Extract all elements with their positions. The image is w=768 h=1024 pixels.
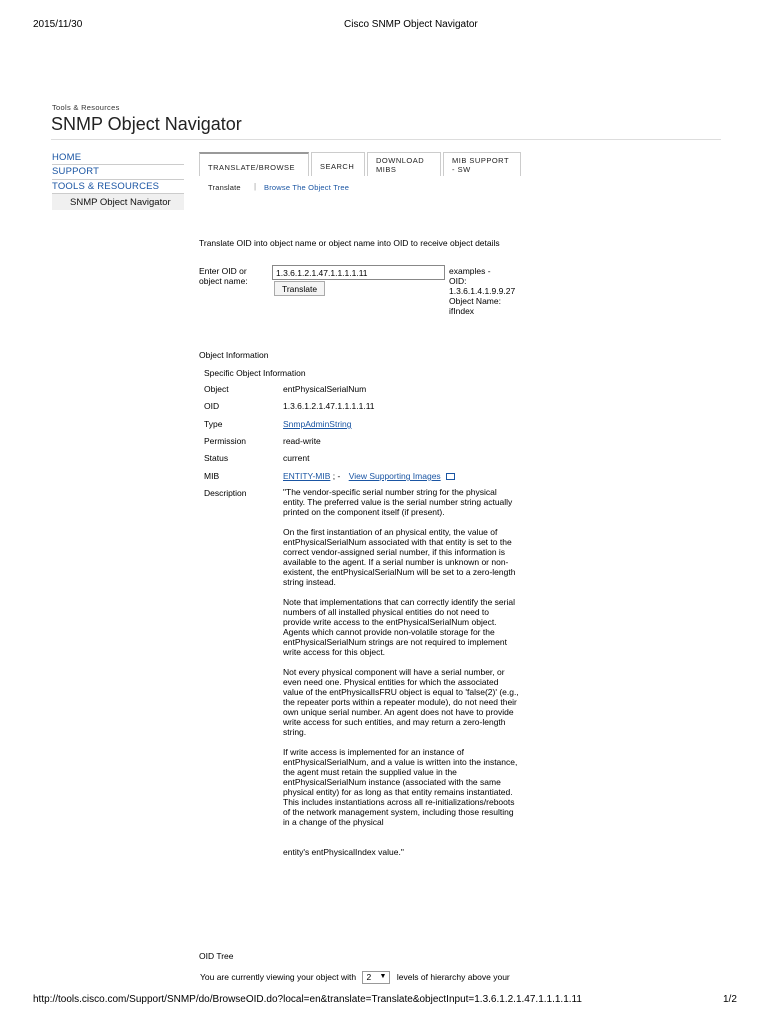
mib-value <box>283 471 455 481</box>
tab-label: - SW <box>452 165 471 174</box>
specific-object-heading: Specific Object Information <box>204 368 306 378</box>
status-label: Status <box>204 453 229 463</box>
description-paragraph: entity's entPhysicalIndex value." <box>283 847 404 857</box>
description-text <box>283 487 519 867</box>
print-page-number: 1/2 <box>723 994 737 1005</box>
tab-label: MIBS <box>376 165 397 174</box>
nav-tools-link[interactable]: TOOLS & RESOURCES <box>52 181 160 192</box>
status-value: current <box>283 453 310 463</box>
oid-label: OID <box>204 401 220 411</box>
oid-tree-text-before: You are currently viewing your object with <box>200 971 357 982</box>
subtab-separator: | <box>254 182 257 191</box>
examples-line: Object Name: <box>449 296 501 306</box>
description-paragraph: If write access is implemented for an instance of entPhysicalSerialNum, and a value is written into the instance, the agent must retain the supplied value in the entPhysicalSerialNum instance (associated with the same physical entity) for as long as that entity remains instantiated. This includes instantiations across all re-initializations/reboots of the network management system, including those resulting in a change of the physical <box>283 747 518 827</box>
levels-select[interactable] <box>362 971 390 984</box>
tab-label: TRANSLATE/BROWSE <box>208 163 296 172</box>
translate-intro: Translate OID into object name or object name into OID to receive object details <box>199 238 500 248</box>
print-date: 2015/11/30 <box>33 19 83 30</box>
nav-snmp-navigator-link[interactable]: SNMP Object Navigator <box>70 197 171 208</box>
object-value: entPhysicalSerialNum <box>283 384 367 394</box>
description-paragraph: "The vendor-specific serial number string for the physical entity. The preferred value is the serial number string actually printed on the component itself (if present). <box>283 487 513 517</box>
examples-line: 1.3.6.1.4.1.9.9.27 <box>449 286 516 296</box>
type-link[interactable]: SnmpAdminString <box>283 419 352 429</box>
description-paragraph: Note that implementations that can correctly identify the serial numbers of all installed physical entities do not need to provide write access to the entPhysicalSerialNum object. Agents which cannot provide non-volatile storage for the entPhysicalSerialNum strings are not required to implement write access for this object. <box>283 597 515 657</box>
tab-search[interactable] <box>311 152 365 176</box>
mib-label: MIB <box>204 471 220 481</box>
oid-input[interactable] <box>272 265 445 280</box>
oid-input-label: Enter OID or object name: <box>199 266 248 286</box>
oid-tree-heading: OID Tree <box>199 951 234 961</box>
description-paragraph: On the first instantiation of an physical entity, the value of entPhysicalSerialNum associated with that entity is set to the correct vendor-assigned serial number, if this information is available to the agent. If a serial number is unknown or non-existent, the entPhysicalSerialNum will be set to a zero-length string instead. <box>283 527 516 587</box>
examples-line: ifIndex <box>449 306 475 316</box>
mib-link[interactable]: ENTITY-MIB <box>283 471 331 481</box>
object-label: Object <box>204 384 229 394</box>
examples-block <box>449 266 529 316</box>
external-link-icon[interactable] <box>446 473 455 480</box>
print-url: http://tools.cisco.com/Support/SNMP/do/BrowseOID.do?local=en&translate=Translate&objectInput=1.3.6.1.2.1.47.1.1.1.1.11 <box>33 994 582 1005</box>
description-label: Description <box>204 488 247 498</box>
nav-divider <box>52 179 184 180</box>
nav-divider <box>52 164 184 165</box>
tab-mib-support[interactable] <box>443 152 521 176</box>
permission-value: read-write <box>283 436 321 446</box>
nav-home-link[interactable]: HOME <box>52 152 82 163</box>
examples-line: OID: <box>449 276 467 286</box>
tab-label: DOWNLOAD <box>376 156 425 165</box>
object-information-heading: Object Information <box>199 350 269 360</box>
levels-value: 2 <box>366 972 372 982</box>
breadcrumb[interactable]: Tools & Resources <box>52 103 120 112</box>
subtab-browse-tree[interactable]: Browse The Object Tree <box>264 183 350 192</box>
type-label: Type <box>204 419 223 429</box>
oid-tree-text-after: levels of hierarchy above your <box>396 971 510 982</box>
tab-label: MIB SUPPORT <box>452 156 510 165</box>
oid-value: 1.3.6.1.2.1.47.1.1.1.1.11 <box>283 401 375 411</box>
print-title: Cisco SNMP Object Navigator <box>344 19 478 30</box>
chevron-down-icon: ▼ <box>379 973 387 980</box>
oid-tree-text <box>200 971 510 984</box>
translate-button[interactable]: Translate <box>274 281 325 296</box>
subtab-translate[interactable]: Translate <box>208 183 241 192</box>
mib-separator: ; - <box>332 471 341 481</box>
page-title: SNMP Object Navigator <box>51 114 242 134</box>
examples-line: examples - <box>449 266 491 276</box>
tab-download-mibs[interactable] <box>367 152 441 176</box>
tab-label: SEARCH <box>320 162 355 171</box>
title-divider <box>51 139 721 140</box>
nav-support-link[interactable]: SUPPORT <box>52 166 100 177</box>
description-paragraph: Not every physical component will have a serial number, or even need one. Physical entities for which the associated value of the entPhysicalIsFRU object is equal to 'false(2)' (e.g., the repeater ports within a repeater module), do not need their own unique serial number. An agent does not have to provide write access for such entities, and may return a zero-length string. <box>283 667 519 737</box>
permission-label: Permission <box>204 436 247 446</box>
tab-translate-browse[interactable] <box>199 152 309 176</box>
view-supporting-images-link[interactable]: View Supporting Images <box>348 471 441 481</box>
